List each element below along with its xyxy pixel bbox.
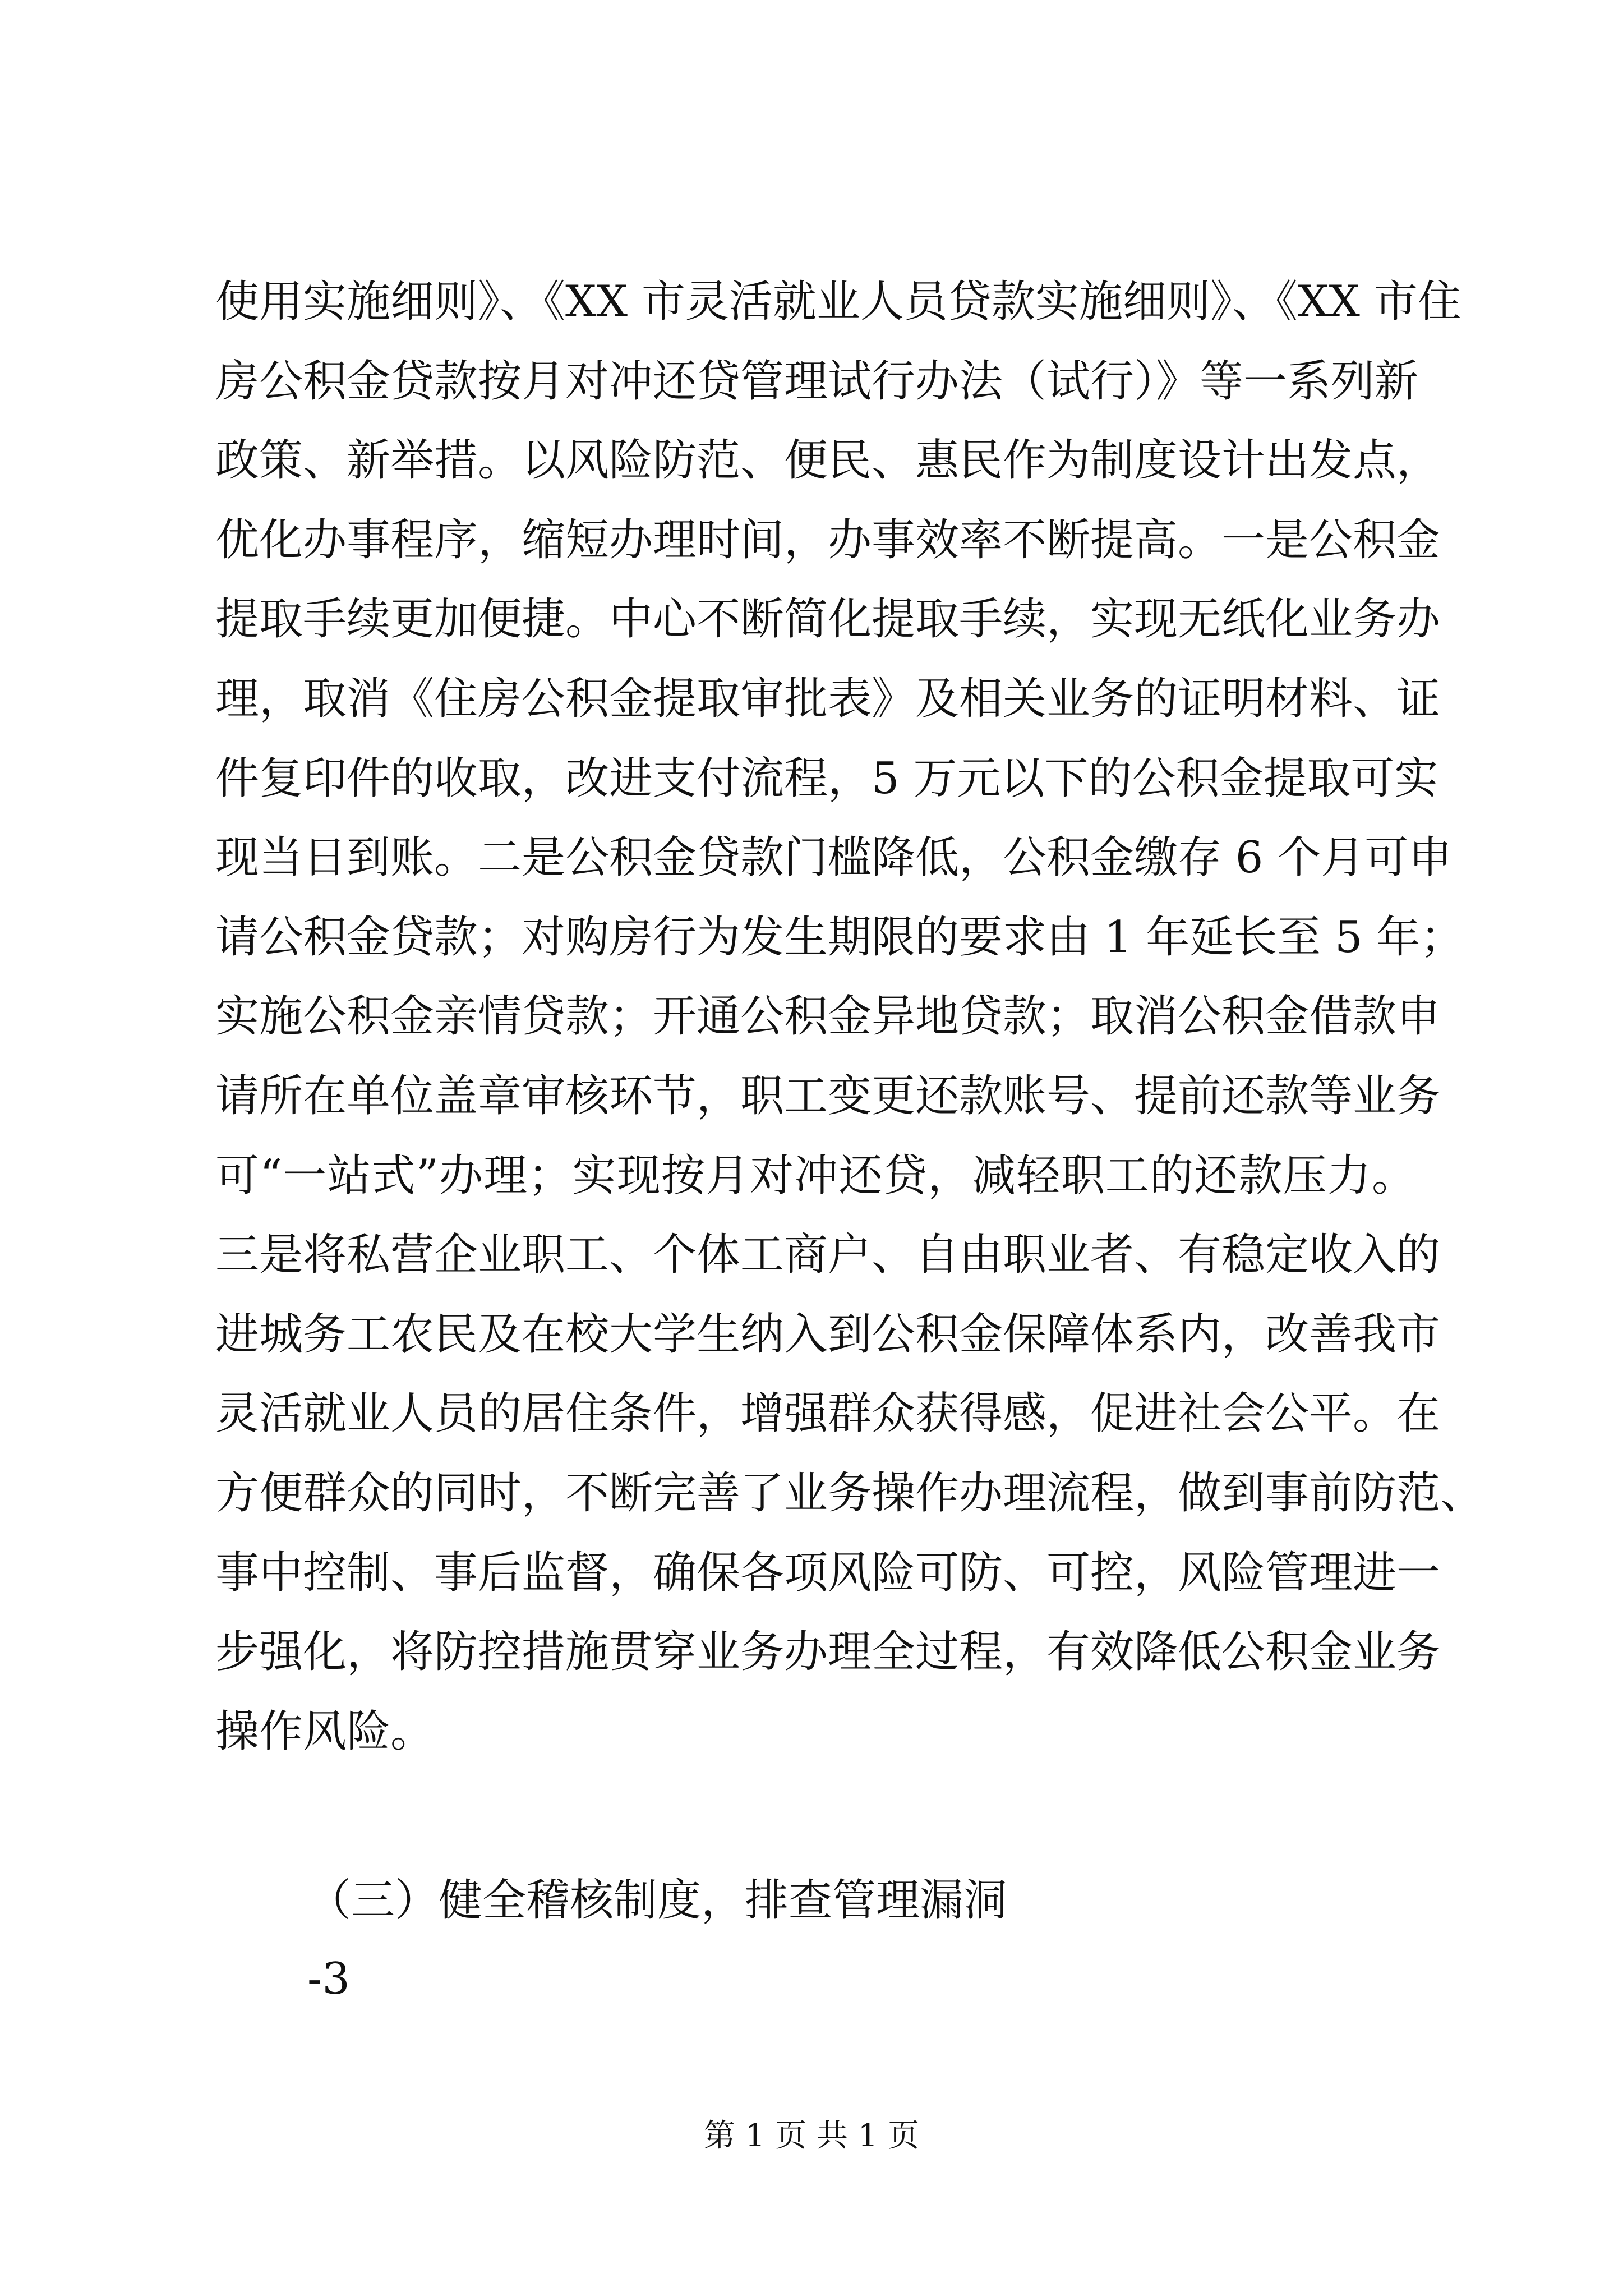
body-line: 方便群众的同时，不断完善了业务操作办理流程，做到事前防范、: [215, 1468, 1484, 1519]
body-line: 步强化，将防控措施贯穿业务办理全过程，有效降低公积金业务: [215, 1627, 1441, 1678]
body-line: 现当日到账。二是公积金贷款门槛降低，公积金缴存 6 个月可申: [215, 832, 1453, 884]
body-line: 房公积金贷款按月对冲还贷管理试行办法（试行）》等一系列新: [215, 356, 1419, 407]
body-line: 请所在单位盖章审核环节，职工变更还款账号、提前还款等业务: [215, 1071, 1441, 1121]
section-heading: （三）健全稽核制度，排查管理漏洞: [307, 1875, 1008, 1926]
body-line: 进城务工农民及在校大学生纳入到公积金保障体系内，改善我市: [215, 1309, 1441, 1360]
body-line: 灵活就业人员的居住条件，增强群众获得感，促进社会公平。在: [215, 1388, 1441, 1439]
page-marker: -3: [307, 1954, 350, 2004]
body-line: 政策、新举措。以风险防范、便民、惠民作为制度设计出发点，: [215, 435, 1441, 486]
body-line: 可“一站式”办理；实现按月对冲还贷，减轻职工的还款压力。: [215, 1150, 1415, 1201]
body-line: 提取手续更加便捷。中心不断简化提取手续，实现无纸化业务办: [215, 594, 1441, 645]
page-footer: 第 1 页 共 1 页: [703, 2118, 920, 2154]
body-line: 使用实施细则》、《XX 市灵活就业人员贷款实施细则》、《XX 市住: [215, 277, 1461, 327]
body-line: 实施公积金亲情贷款；开通公积金异地贷款；取消公积金借款申: [215, 991, 1441, 1042]
body-line: 事中控制、事后监督，确保各项风险可防、可控，风险管理进一: [215, 1547, 1441, 1598]
body-line: 操作风险。: [215, 1706, 435, 1757]
body-line: 件复印件的收取，改进支付流程，5 万元以下的公积金提取可实: [215, 753, 1438, 804]
body-line: 理，取消《住房公积金提取审批表》及相关业务的证明材料、证: [215, 674, 1441, 724]
body-line: 优化办事程序，缩短办理时间，办事效率不断提高。一是公积金: [215, 514, 1441, 565]
body-line: 三是将私营企业职工、个体工商户、自由职业者、有稳定收入的: [215, 1230, 1441, 1281]
body-line: 请公积金贷款；对购房行为发生期限的要求由 1 年延长至 5 年；: [215, 912, 1464, 963]
